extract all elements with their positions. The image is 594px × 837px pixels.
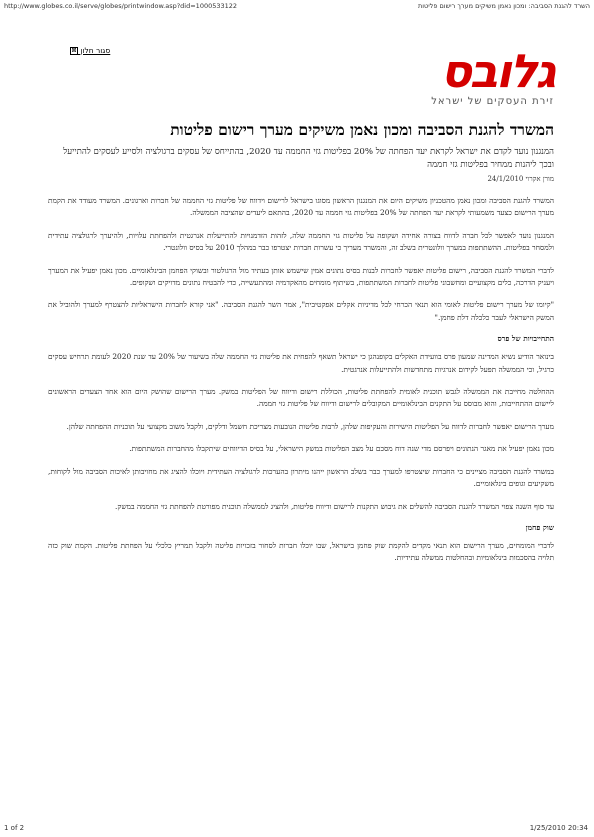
close-window-label: סגור חלון [80,46,111,55]
close-icon: ⊠ [71,47,77,54]
print-datetime: 1/25/2010 20:34 [529,824,588,832]
article-byline: מורן אקרוי 24/1/2010 [487,175,554,183]
section-heading: שוק פחמן [525,522,554,532]
article [48,120,554,575]
print-header [0,0,594,12]
page-count: 1 of 2 [4,824,25,832]
article-paragraph: לדברי המשרד להגנת הסביבה, רישום פליטות יאפשר לחברות לבנות בסיס נתונים אמין שישמש אותן בעתיד מול הרגולטור ובשוקי הפחמן הבינלאומיים. מכון נאמן יפעיל את המערך ויעניק הדרכה, כלים מקצועיים ומחשבוני פליטות לחברות המשתתפות, בשיתוף מומחים מהאקדמיה ומהתעשייה, כדי להבטיח נתונים מדויקים ושקופים. [48,265,554,288]
article-paragraph: "קיומו של מערך רישום פליטות לאומי הוא תנאי הכרחי לכל מדיניות אקלים אפקטיבית", אמר השר להגנת הסביבה. "אני קורא לחברות הישראליות להצטרף למערך ולהוביל את המשק הישראלי לעבר כלכלה דלת פחמן." [48,300,554,322]
article-paragraph: המשרד להגנת הסביבה ומכון נאמן מהטכניון משיקים היום את המנגנון הראשון מסוגו בישראל לרישום וידווח של פליטות גזי החממה של חברות וארגונים. המשרד מעודד את הקמת מערך הרישום כצעד משמעותי לקראת יעד הפחתה של 20% בפליטות גזי חממה עד 2020, בהתאם ליעדים שהציבה הממשלה. [48,196,554,218]
brand-name: גלובס [440,44,554,98]
article-paragraph: עד סוף השנה צפוי המשרד להגנת הסביבה להשלים את גיבוש התקנות לרישום ודיווח פליטות, ולהציג לממשלה תוכנית מפורטת להפחתת גזי החממה במשק. [115,501,554,511]
article-paragraph: בינואר הודיע נשיא המדינה שמעון פרס בוועידת האקלים בקופנהגן כי ישראל תשאף להפחית את פליטות גזי החממה שלה בשיעור של 20% עד שנת 2020 לעומת תרחיש עסקים כרגיל, וכי הממשלה תפעל לקידום אנרגיות מתחדשות ולהתייעלות אנרגטית. [48,352,554,374]
article-body [48,195,554,565]
article-paragraph: ההחלטה מחייבת את הממשלה לגבש תוכנית לאומית להפחתת פליטות, הכוללת רישום ודיווח של הפליטות במשק. מערך הרישום שהושק היום הוא אחד הצעדים הראשונים ליישום ההתחייבות, והוא מבוסס על התקנים הבינלאומיים המקובלים לרישום ודיווח של פליטות גזי חממה. [48,387,554,409]
page-url[interactable]: http://www.globes.co.il/serve/globes/printwindow.asp?did=1000533122 [4,2,238,10]
brand-tagline: זירת העסקים של ישראל [431,96,554,107]
article-paragraph: לדברי המומחים, מערך הרישום הוא תנאי מקדים להקמת שוק פחמן בישראל, שבו יוכלו חברות לסחור בזכויות פליטה ולקבל תמריץ כלכלי על הפחתת פליטות. הקמת שוק כזה תלויה בהסכמות בינלאומיות ובהחלטות ממשלה עתידיות. [48,540,554,563]
print-footer [0,824,594,834]
article-subtitle: המנגנון נועד לקדם את ישראל לקראת יעד הפחתה של 20% בפליטות גזי החממה עד 2020, בהתייחס של עסקים ברגולציה ולסייע לעסקים להתייעל ובכך ליהנות ממחיר בפליטות גזי חממה [63,147,554,170]
page-tab-title: השרד להגנת הסביבה: ומכון נאמן משיקים מערך רישום פליטות [417,2,590,10]
close-window-link[interactable] [68,46,110,55]
globes-logo [394,44,554,107]
article-title: המשרד להגנת הסביבה ומכון נאמן משיקים מערך רישום פליטות [170,120,554,139]
article-paragraph: המנגנון נועד לאפשר לכל חברה לדווח בצורה אחידה ושקופה על פליטות גזי החממה שלה, לזהות הזדמנויות להתייעלות אנרגטית ולהפחתת עלויות, ולהיערך לרגולציה עתידית ולמסחר בפליטות. ההשתתפות במערך וולונטרית בשלב זה, והמשרד מעריך כי עשרות חברות יצטרפו כבר במהלך 2010 על בסיס וולונטרי. [48,230,554,253]
article-paragraph: מערך הרישום יאפשר לחברות לדווח על הפליטות הישירות והעקיפות שלהן, לרבות פליטות הנובעות מצריכת חשמל ודלקים, ולקבל משוב מקצועי על תוכניות ההפחתה שלהן. [66,421,554,431]
article-paragraph: מכון נאמן יפעיל את מאגר הנתונים ויפרסם מדי שנה דוח מסכם על מצב הפליטות במשק הישראלי, על בסיס הדיווחים שיתקבלו מהחברות המשתתפות. [129,444,554,454]
article-paragraph: במשרד להגנת הסביבה מציינים כי החברות שיצטרפו למערך כבר בשלב הראשון ייהנו מיתרון בהערכות לרגולציה העתידית ויוכלו להציג את מחויבותן לאיכות הסביבה מול לקוחות, משקיעים וגופים בינלאומיים. [48,466,554,489]
section-heading: התחייבויות של פרס [497,334,554,344]
